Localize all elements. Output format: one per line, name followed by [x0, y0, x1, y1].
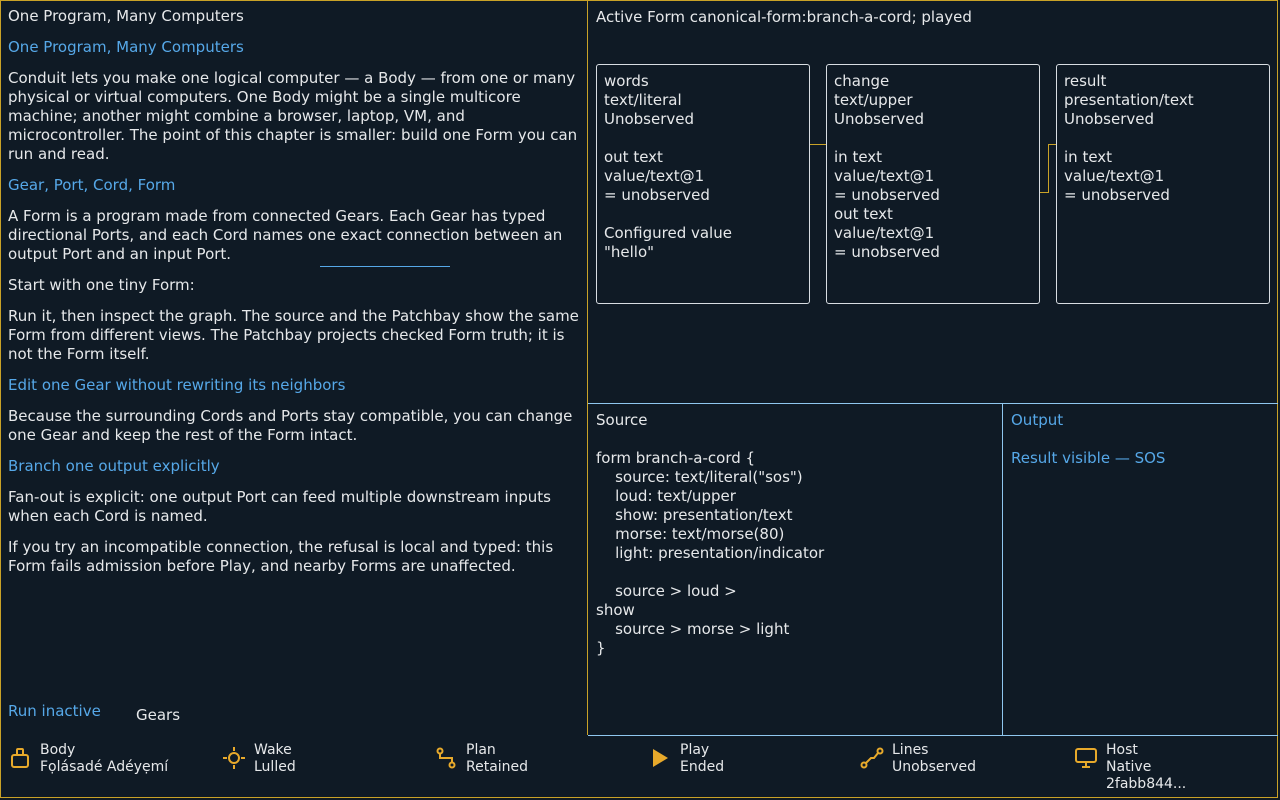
cord-words-change[interactable] [810, 144, 826, 145]
status-host-value: Native 2fabb844... [1106, 759, 1187, 792]
play-icon [648, 746, 672, 770]
status-play[interactable] [648, 742, 724, 776]
status-host-label: Host [1106, 742, 1138, 758]
status-body[interactable] [8, 742, 168, 776]
status-play-label: Play [680, 742, 710, 758]
cord-change-result-b[interactable] [1048, 144, 1049, 193]
status-lines-label: Lines [892, 742, 929, 758]
status-wake-label: Wake [254, 742, 292, 758]
status-play-value: Ended [680, 759, 725, 775]
run-button[interactable] [8, 702, 101, 721]
status-wake[interactable] [222, 742, 296, 776]
paragraph-edit-gear: Because the surrounding Cords and Ports stay compatible, you can change one Gear and keep the rest of the Form intact. [8, 407, 573, 444]
status-body-value: Fọlásadé Adéyẹmí [40, 759, 169, 775]
plan-icon [434, 746, 458, 770]
status-plan-label: Plan [466, 742, 496, 758]
body-icon [8, 746, 32, 770]
status-lines-value: Unobserved [892, 759, 977, 775]
gears-tab[interactable]: Gears [136, 706, 181, 724]
cord-change-result-a[interactable] [1040, 192, 1048, 193]
paragraph-form-definition: A Form is a program made from connected Gears. Each Gear has typed directional Ports, and each Cord names one exact connection between an output Port and an input Port. [8, 207, 563, 263]
status-plan-value: Retained [466, 759, 529, 775]
heading-branch-output[interactable]: Branch one output explicitly [8, 457, 220, 475]
status-plan[interactable] [434, 742, 528, 776]
gear-card-words[interactable]: words text/literal Unobserved out text value/text@1 = unobserved Configured value "hello" [596, 64, 810, 304]
source-panel [588, 404, 1003, 736]
source-title: Source [596, 411, 648, 429]
active-form-title: Active Form canonical-form:branch-a-cord; played [596, 8, 972, 26]
patchbay-panel [588, 1, 1278, 404]
status-wake-value: Lulled [254, 759, 296, 775]
gear-card-change[interactable]: change text/upper Unobserved in text value/text@1 = unobserved out text value/text@1 = unobserved [826, 64, 1040, 304]
status-bar [0, 742, 1280, 798]
gear-card-result[interactable]: result presentation/text Unobserved in text value/text@1 = unobserved [1056, 64, 1270, 304]
chapter-panel [1, 1, 588, 735]
status-lines[interactable] [860, 742, 976, 776]
heading-gear-port-cord-form[interactable]: Gear, Port, Cord, Form [8, 176, 176, 194]
paragraph-run-inspect: Run it, then inspect the graph. The source and the Patchbay show the same Form from different views. The Patchbay projects checked Form truth; it is not the Form itself. [8, 307, 579, 363]
output-panel [1003, 404, 1278, 736]
source-code[interactable]: form branch-a-cord { source: text/literal("sos") loud: text/upper show: presentation/text morse: text/morse(80) light: presentation/indicator source > loud > show source > morse > light } [596, 449, 825, 657]
lines-icon [860, 746, 884, 770]
run-label[interactable]: Run inactive [8, 702, 101, 720]
paragraph-incompatible: If you try an incompatible connection, the refusal is local and typed: this Form fails admission before Play, and nearby Forms are unaffected. [8, 538, 554, 575]
status-host[interactable] [1074, 742, 1186, 793]
heading-one-program[interactable]: One Program, Many Computers [8, 38, 244, 56]
link-underline [320, 266, 450, 267]
cord-change-result-c[interactable] [1048, 144, 1056, 145]
host-icon [1074, 746, 1098, 770]
paragraph-intro: Conduit lets you make one logical computer — a Body — from one or many physical or virtual computers. One Body might be a single multicore machine; another might combine a browser, laptop, VM, and microcontroller. The point of this chapter is smaller: build one Form you can run and read. [8, 69, 578, 163]
chapter-title: One Program, Many Computers [8, 7, 244, 25]
output-title: Output [1011, 411, 1064, 429]
status-body-label: Body [40, 742, 76, 758]
paragraph-start: Start with one tiny Form: [8, 276, 195, 294]
output-result: Result visible — SOS [1011, 449, 1166, 467]
heading-edit-gear[interactable]: Edit one Gear without rewriting its neighbors [8, 376, 346, 394]
wake-icon [222, 746, 246, 770]
paragraph-fan-out: Fan-out is explicit: one output Port can feed multiple downstream inputs when each Cord is named. [8, 488, 551, 525]
